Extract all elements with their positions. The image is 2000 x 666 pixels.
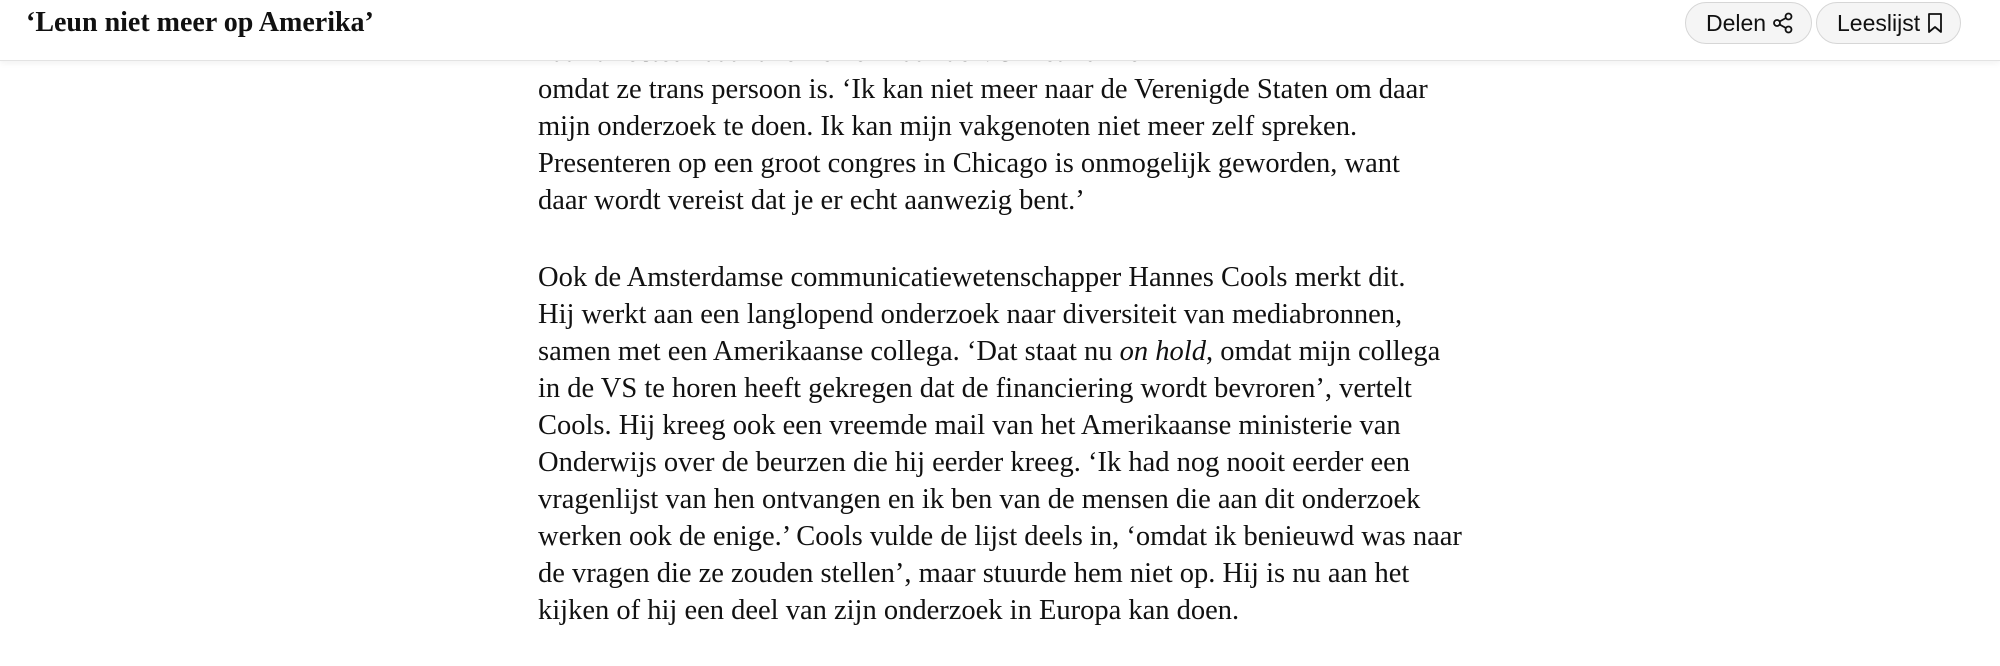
- line-text: , omdat mijn collega: [1205, 336, 1441, 367]
- paragraph-line: Onderwijs over de beurzen die hij eerder kreeg. ‘Ik had nog nooit eerder een: [538, 447, 1411, 478]
- paragraph-line: Cools. Hij kreeg ook een vreemde mail van het Amerikaanse ministerie van: [538, 410, 1401, 441]
- article-paragraph: [538, 259, 1462, 629]
- paragraph-line: Hij werkt aan een langlopend onderzoek naar diversiteit van mediabronnen,: [538, 299, 1403, 330]
- bookmark-icon: [1926, 12, 1944, 34]
- paragraph-line: de vragen die ze zouden stellen’, maar stuurde hem niet op. Hij is nu aan het: [538, 558, 1410, 589]
- share-icon: [1772, 12, 1794, 34]
- paragraph-line: Ook de Amsterdamse communicatiewetenschapper Hannes Cools merkt dit.: [538, 262, 1406, 293]
- readlist-button-label: Leeslijst: [1837, 9, 1921, 36]
- share-button[interactable]: [1685, 2, 1812, 44]
- readlist-button[interactable]: [1816, 2, 1961, 44]
- article-title: ‘Leun niet meer op Amerika’: [26, 7, 374, 38]
- paragraph-line: vragenlijst van hen ontvangen en ik ben van de mensen die aan dit onderzoek: [538, 484, 1421, 515]
- paragraph-line: Presenteren op een groot congres in Chicago is onmogelijk geworden, want: [538, 148, 1400, 179]
- paragraph-line: [538, 333, 1462, 370]
- sticky-header: [0, 0, 2000, 61]
- paragraph-line: kijken of hij een deel van zijn onderzoek in Europa kan doen.: [538, 595, 1240, 626]
- paragraph-line: werken ook de enige.’ Cools vulde de lijst deels in, ‘omdat ik benieuwd was naar: [538, 521, 1462, 552]
- paragraph-line: in de VS te horen heeft gekregen dat de financiering wordt bevroren’, vertelt: [538, 373, 1412, 404]
- article-paragraph: [538, 34, 1428, 219]
- paragraph-line: omdat ze trans persoon is. ‘Ik kan niet meer naar de Verenigde Staten om daar: [538, 74, 1428, 105]
- paragraph-line: daar wordt vereist dat je er echt aanwezig bent.’: [538, 185, 1085, 216]
- line-text: samen met een Amerikaanse collega. ‘Dat staat nu: [538, 336, 1120, 367]
- emphasis-text: on hold: [1119, 336, 1206, 367]
- share-button-label: Delen: [1706, 9, 1767, 36]
- paragraph-line: mijn onderzoek te doen. Ik kan mijn vakgenoten niet meer zelf spreken.: [538, 111, 1358, 142]
